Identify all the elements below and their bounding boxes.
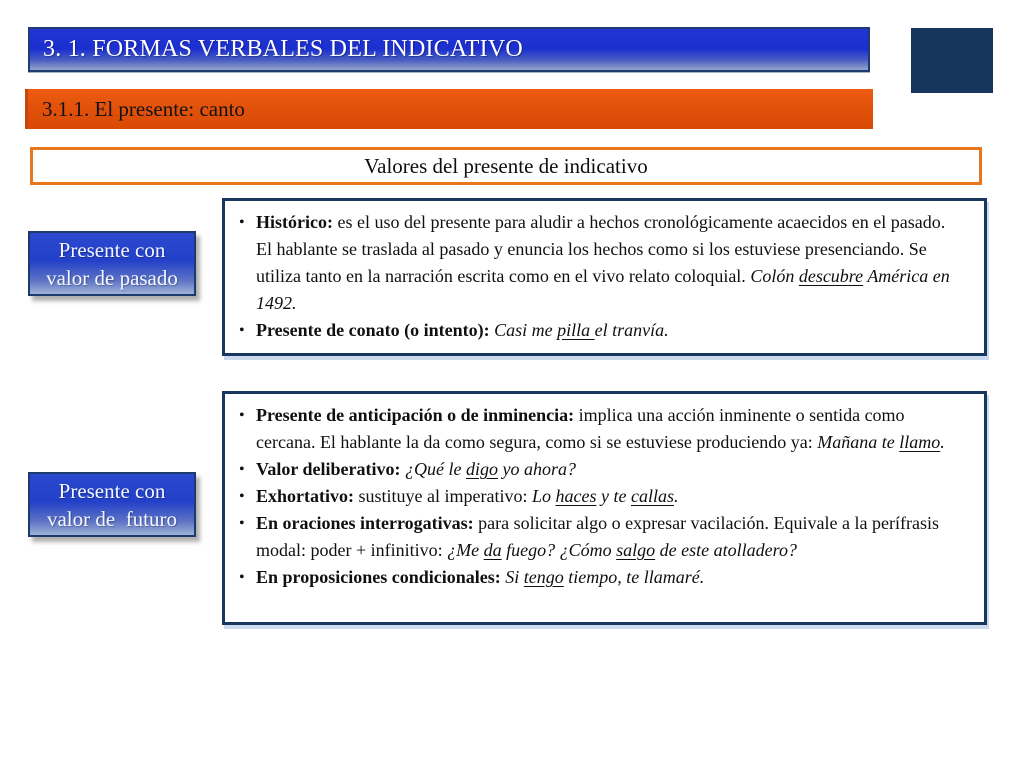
bullet-list-futuro (237, 402, 960, 591)
slide-title: 3. 1. FORMAS VERBALES DEL INDICATIVO (43, 36, 523, 62)
bullet-item: • Presente de anticipación o de inminencia: implica una acción inminente o sentida como cercana. El hablante la da como segura, como si se estuviese produciendo ya: Mañana te llamo. (237, 402, 960, 456)
decorative-navy-square (911, 28, 993, 93)
bullet-item: • En oraciones interrogativas: para solicitar algo o expresar vacilación. Equivale a la perífrasis modal: poder + infinitivo: ¿Me da fuego? ¿Cómo salgo de este atolladero? (237, 510, 960, 564)
bullet-item: • Valor deliberativo: ¿Qué le digo yo ahora? (237, 456, 960, 483)
label-line: valor de pasado (46, 265, 178, 290)
bullet-item: • En proposiciones condicionales: Si tengo tiempo, te llamaré. (237, 564, 960, 591)
bullet-item: • Histórico: es el uso del presente para aludir a hechos cronológicamente acaecidos en el pasado. El hablante se traslada al pasado y enuncia los hechos como si los estuviese presenciando. Se utiliza tanto en la narración escrita como en el vivo relato coloquial. Colón descubre América en 1492. (237, 209, 960, 317)
label-line: Presente con (58, 478, 166, 503)
label-line: valor de futuro (46, 506, 178, 531)
title-bar (28, 27, 870, 72)
bullet-item: • Exhortativo: sustituye al imperativo: Lo haces y te callas. (237, 483, 960, 510)
content-box-futuro (222, 391, 987, 625)
slide-subtitle: 3.1.1. El presente: canto (42, 96, 245, 121)
section-heading-box (30, 147, 982, 185)
subtitle-bar (25, 89, 873, 129)
label-presente-valor-pasado (28, 231, 196, 296)
section-heading: Valores del presente de indicativo (364, 153, 648, 178)
content-box-pasado (222, 198, 987, 356)
label-line: Presente con (58, 237, 166, 262)
bullet-list-pasado (237, 209, 960, 344)
label-presente-valor-futuro (28, 472, 196, 537)
bullet-item: • Presente de conato (o intento): Casi me pilla el tranvía. (237, 317, 960, 344)
